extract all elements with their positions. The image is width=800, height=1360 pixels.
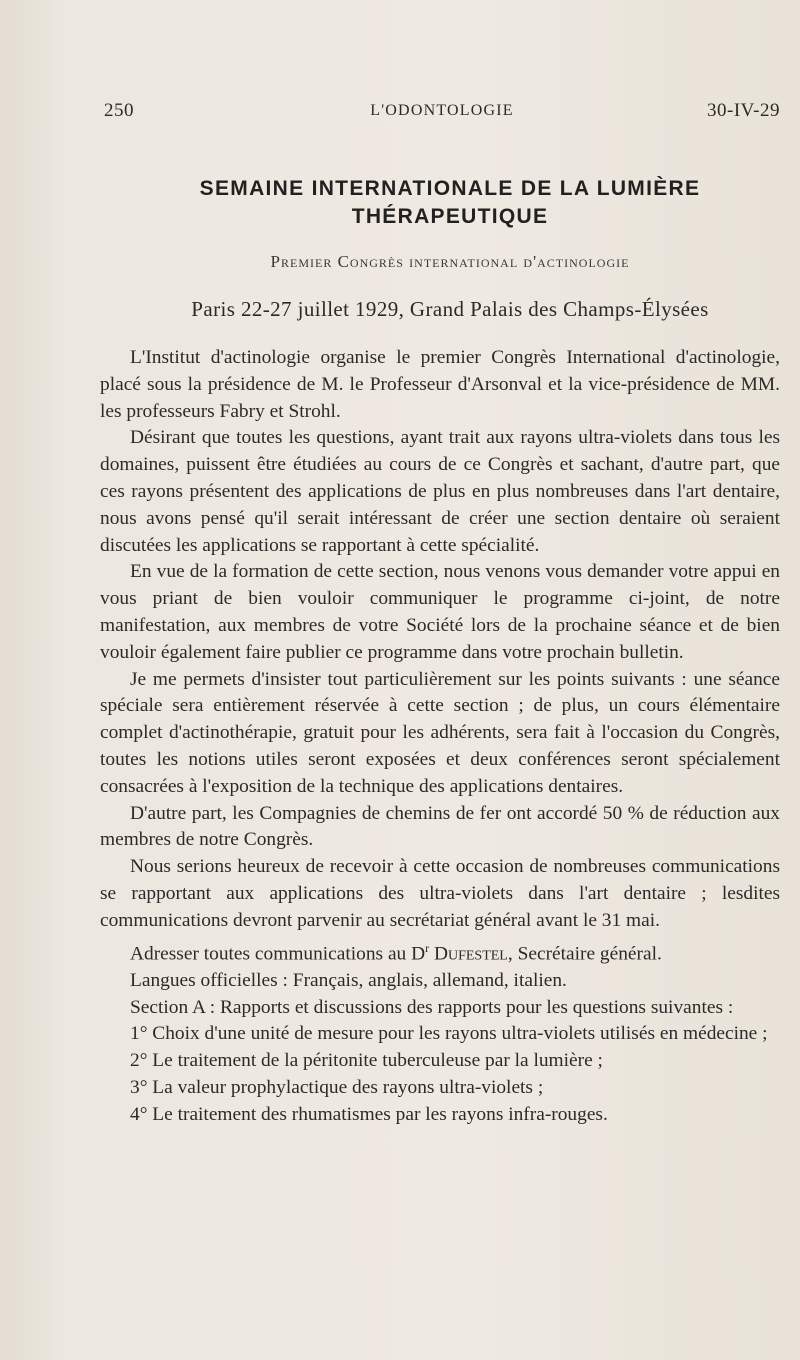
journal-title: L'ODONTOLOGIE (370, 102, 514, 119)
paragraph-7-text: Adresser toutes communications au D (130, 943, 426, 964)
article-title-line-1: SEMAINE INTERNATIONALE DE LA LUMIÈRE (199, 177, 701, 200)
paragraph-2: Désirant que toutes les questions, ayant trait aux rayons ultra-violets dans tous les domaines, puissent être étudiées au cours de ce Congrès et sachant, d'autre part, que ces rayons présentent des applications de plus en plus nombreuses dans l'art dentaire, nous avons pensé qu'il serait intéressant de créer une section dentaire où seraient discutées les applications se rapportant à cette spécialité. (100, 427, 780, 556)
list-item: 4° Le traitement des rhumatismes par les rayons infra-rouges. (130, 1103, 608, 1125)
paragraph-7 (100, 935, 780, 968)
issue-date: 30-IV-29 (707, 100, 780, 121)
article-body (100, 345, 780, 1129)
page-number: 250 (104, 100, 134, 121)
list-item: 3° La valeur prophylactique des rayons ultra-violets ; (130, 1076, 544, 1098)
paragraph-6: Nous serions heureux de recevoir à cette occasion de nombreuses communications se rapportant aux applications des ultra-violets dans l'art dentaire ; lesdites communications devront parvenir au secrétariat général avant le 31 mai. (100, 856, 780, 931)
paragraph-3: En vue de la formation de cette section, nous venons vous demander votre appui en vous priant de bien vouloir communiquer le programme ci-joint, de notre manifestation, aux membres de votre Société lors de la prochaine séance et de bien vouloir également faire publier ce programme dans votre prochain bulletin. (100, 561, 780, 663)
paragraph-5: D'autre part, les Compagnies de chemins de fer ont accordé 50 % de réduction aux membres de notre Congrès. (100, 802, 780, 851)
running-header (104, 100, 780, 130)
list-item: 2° Le traitement de la péritonite tuberculeuse par la lumière ; (130, 1050, 603, 1072)
paragraph-1: L'Institut d'actinologie organise le premier Congrès International d'actinologie, placé sous la présidence de M. le Professeur d'Arsonval et la vice-présidence de MM. les professeurs Fabry et Strohl. (100, 347, 780, 422)
article-title-line-2: THÉRAPEUTIQUE (351, 205, 549, 228)
paragraph-9: Section A : Rapports et discussions des rapports pour les questions suivantes : (130, 996, 734, 1018)
paragraph-4: Je me permets d'insister tout particulièrement sur les points suivants : une séance spéciale sera entièrement réservée à cette section ; de plus, un cours élémentaire complet d'actinothérapie, gratuit pour les adhérents, sera fait à l'occasion du Congrès, toutes les notions utiles seront exposées et deux conférences seront spécialement consacrées à l'exposition de la technique des applications dentaires. (100, 668, 780, 797)
article-title (100, 175, 800, 231)
paragraph-7-end: , Secrétaire général. (507, 943, 662, 964)
doctor-abbrev-sup: r (425, 940, 430, 955)
paragraph-8: Langues officielles : Français, anglais, allemand, italien. (130, 969, 567, 991)
article-subtitle: Premier Congrès international d'actinologie (270, 252, 630, 271)
secretary-name: Dufestel (433, 943, 508, 964)
event-place-date: Paris 22-27 juillet 1929, Grand Palais des Champs-Élysées (191, 297, 709, 321)
list-item: 1° Choix d'une unité de mesure pour les rayons ultra-violets utilisés en médecine ; (130, 1023, 768, 1045)
